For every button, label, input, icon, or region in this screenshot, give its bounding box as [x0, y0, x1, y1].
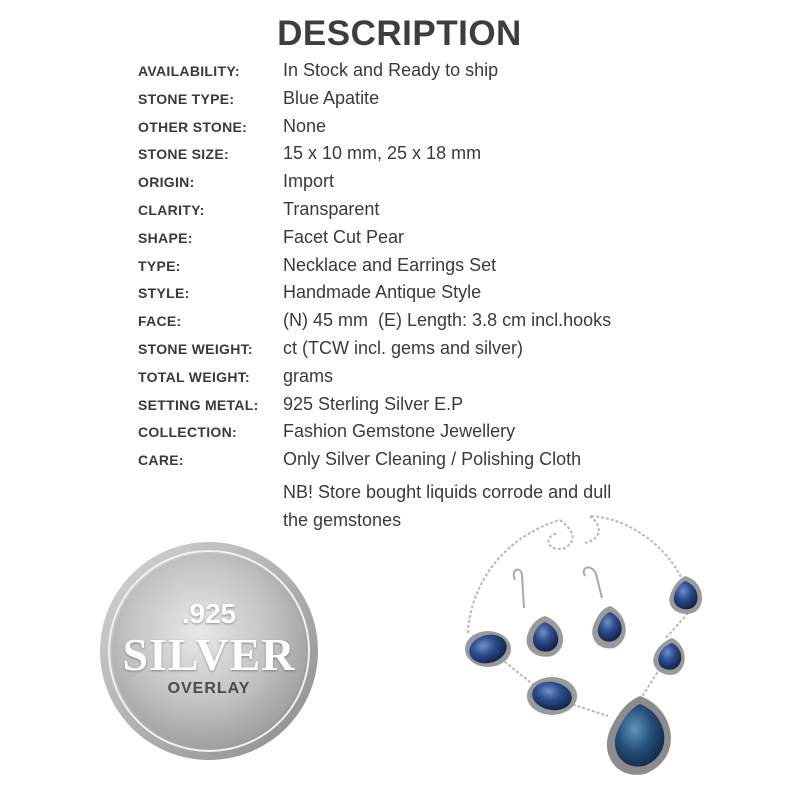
spec-row-type — [138, 255, 698, 283]
spec-label: FACE: — [138, 313, 182, 330]
badge-silver-text: SILVER — [122, 629, 296, 680]
spec-row-total-weight — [138, 366, 698, 394]
spec-label: SETTING METAL: — [138, 396, 259, 413]
spec-value: Fashion Gemstone Jewellery — [283, 421, 516, 442]
spec-value: Transparent — [283, 198, 380, 219]
spec-value: ct (TCW incl. gems and silver) — [283, 337, 524, 358]
necklace-earrings-image — [440, 508, 740, 778]
spec-label: STONE WEIGHT: — [138, 340, 253, 357]
spec-value: None — [283, 115, 327, 136]
spec-row-other-stone — [138, 116, 698, 144]
spec-value: Only Silver Cleaning / Polishing Cloth — [283, 449, 582, 470]
spec-label: TOTAL WEIGHT: — [138, 368, 251, 385]
spec-row-face — [138, 310, 698, 338]
badge-925-text: .925 — [181, 598, 237, 629]
spec-value: 925 Sterling Silver E.P — [283, 393, 464, 414]
spec-label: CLARITY: — [138, 201, 205, 218]
necklace-stone-upper-right-icon — [669, 576, 702, 614]
spec-row-stone-size — [138, 143, 698, 171]
spec-row-stone-weight — [138, 338, 698, 366]
care-note-line-1: NB! Store bought liquids corrode and dull — [283, 482, 612, 502]
spec-row-setting-metal — [138, 394, 698, 422]
necklace-pendant-icon — [607, 696, 671, 775]
spec-label: ORIGIN: — [138, 174, 195, 191]
necklace-chain — [468, 516, 688, 716]
spec-value: Handmade Antique Style — [283, 282, 482, 303]
earring-left-icon — [514, 570, 563, 657]
spec-list — [138, 60, 698, 477]
spec-label: STONE SIZE: — [138, 146, 229, 163]
spec-label: AVAILABILITY: — [138, 63, 240, 79]
spec-row-stone-type — [138, 88, 698, 116]
spec-value: grams — [283, 365, 334, 386]
spec-label: TYPE: — [138, 257, 181, 274]
spec-value: In Stock and Ready to ship — [283, 60, 499, 80]
spec-row-care — [138, 449, 698, 477]
spec-value: Import — [283, 171, 335, 192]
badge-overlay-text: OVERLAY — [167, 680, 251, 697]
spec-value: Facet Cut Pear — [283, 226, 405, 247]
spec-row-origin — [138, 171, 698, 199]
spec-label: COLLECTION: — [138, 424, 237, 441]
spec-label: STYLE: — [138, 285, 190, 302]
necklace-stone-lower-left-icon — [527, 677, 577, 715]
spec-value: Blue Apatite — [283, 87, 380, 108]
spec-row-style — [138, 282, 698, 310]
earring-right-icon — [584, 567, 626, 648]
spec-value: 15 x 10 mm, 25 x 18 mm — [283, 143, 482, 164]
care-note-line-2: the gemstones — [283, 510, 402, 530]
spec-value: Necklace and Earrings Set — [283, 254, 497, 275]
spec-label: SHAPE: — [138, 229, 193, 246]
spec-value: (N) 45 mm (E) Length: 3.8 cm incl.hooks — [283, 310, 612, 331]
spec-row-clarity — [138, 199, 698, 227]
spec-label: CARE: — [138, 452, 184, 469]
spec-label: OTHER STONE: — [138, 118, 248, 135]
spec-row-availability — [138, 60, 698, 88]
necklace-stone-left-icon — [465, 631, 511, 668]
necklace-stone-right-icon — [653, 638, 684, 675]
spec-row-collection — [138, 421, 698, 449]
spec-row-shape — [138, 227, 698, 255]
spec-label: STONE TYPE: — [138, 90, 235, 107]
page-title: DESCRIPTION — [277, 14, 522, 53]
